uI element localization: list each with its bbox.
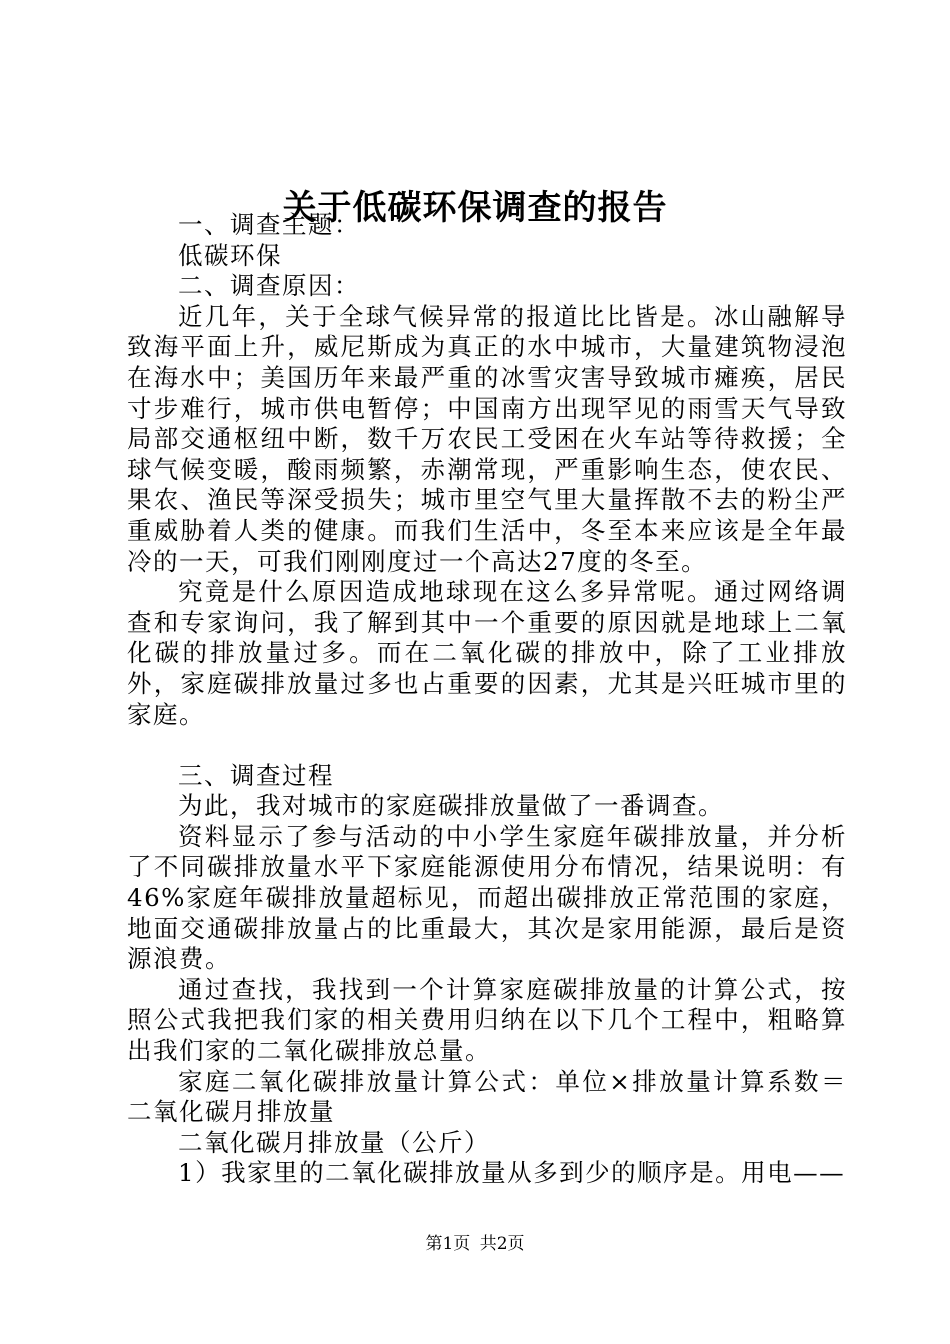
paragraph-list-item-1: 1）我家里的二氧化碳排放量从多到少的顺序是。用电—— [178,1158,846,1188]
section-heading-process: 三、调查过程 [178,760,334,790]
paragraph-formula: 家庭二氧化碳排放量计算公式：单位×排放量计算系数＝二氧化碳月排放量 [127,1066,847,1127]
paragraph-process-3: 通过查找，我找到一个计算家庭碳排放量的计算公式，按照公式我把我们家的相关费用归纳在以下几个工程中，粗略算出我们家的二氧化碳排放总量。 [127,974,847,1066]
paragraph-reason-1: 近几年，关于全球气候异常的报道比比皆是。冰山融解导致海平面上升，威尼斯成为真正的水中城市，大量建筑物浸泡在海水中；美国历年来最严重的冰雪灾害导致城市瘫痪，居民寸步难行，城市供电暂停；中国南方出现罕见的雨雪天气导致局部交通枢纽中断，数千万农民工受困在火车站等待救援；全球气候变暖，酸雨频繁，赤潮常现，严重影响生态，使农民、果农、渔民等深受损失；城市里空气里大量挥散不去的粉尘严重威胁着人类的健康。而我们生活中，冬至本来应该是全年最冷的一天，可我们刚刚度过一个高达27度的冬至。 [127,301,847,576]
page-total: 共2页 [479,1234,525,1254]
document-title: 关于低碳环保调查的报告 [282,188,668,228]
paragraph-process-2: 资料显示了参与活动的中小学生家庭年碳排放量，并分析了不同碳排放量水平下家庭能源使用分布情况，结果说明：有46%家庭年碳排放量超标见，而超出碳排放正常范围的家庭，地面交通碳排放量占的比重最大，其次是家用能源，最后是资源浪费。 [127,821,847,974]
document-body [127,210,847,1189]
paragraph-monthly-emission: 二氧化碳月排放量（公斤） [178,1127,490,1157]
paragraph-reason-2: 究竟是什么原因造成地球现在这么多异常呢。通过网络调查和专家询问，我了解到其中一个重要的原因就是地球上二氧化碳的排放量过多。而在二氧化碳的排放中，除了工业排放外，家庭碳排放量过多也占重要的因素，尤其是兴旺城市里的家庭。 [127,577,847,729]
section-heading-reason: 二、调查原因： [178,271,360,301]
page-footer [0,1232,950,1256]
paragraph-topic: 低碳环保 [178,240,282,270]
section-heading-topic: 一、调查主题： [178,210,360,239]
page-number: 第1页 [425,1234,471,1254]
paragraph-process-1: 为此，我对城市的家庭碳排放量做了一番调查。 [178,791,724,821]
